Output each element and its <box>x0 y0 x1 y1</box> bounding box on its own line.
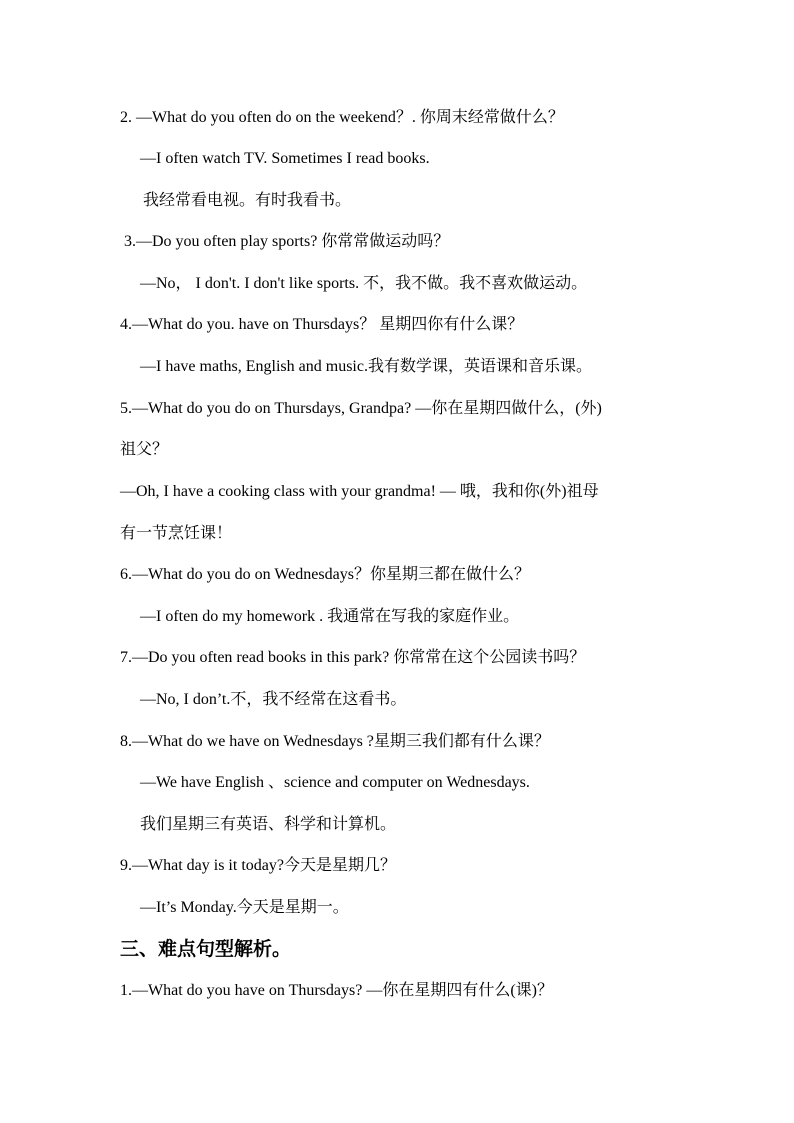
sentence-8-answer: —We have English 、science and computer on Wednesdays. <box>140 774 530 791</box>
sentence-5-answer-cont: 有一节烹饪课！ <box>120 525 233 542</box>
sentence-8-question: 8.—What do we have on Wednesdays ?星期三我们都有什么课？ <box>120 733 550 750</box>
sentence-7-answer: —No, I don’t.不，我不经常在这看书。 <box>140 691 407 708</box>
section-heading: 三、难点句型解析。 <box>120 938 292 960</box>
sentence-4-question: 4.—What do you. have on Thursdays？ 星期四你有什么课？ <box>120 316 524 333</box>
sentence-5-question-cont: 祖父？ <box>120 441 169 458</box>
sentence-6-question: 6.—What do you do on Wednesdays？你星期三都在做什么？ <box>120 566 530 583</box>
sentence-2-translation: 我经常看电视。有时我看书。 <box>143 192 352 209</box>
sentence-5-question: 5.—What do you do on Thursdays, Grandpa? —你在星期四做什么，(外) <box>120 400 602 417</box>
sentence-6-answer: —I often do my homework . 我通常在写我的家庭作业。 <box>140 608 520 625</box>
sentence-2-answer: —I often watch TV. Sometimes I read books. <box>140 150 430 167</box>
analysis-1-question: 1.—What do you have on Thursdays? —你在星期四有什么(课)？ <box>120 982 553 999</box>
sentence-9-answer: —It’s Monday.今天是星期一。 <box>140 899 349 916</box>
sentence-3-answer: —No， I don't. I don't like sports. 不，我不做。我不喜欢做运动。 <box>140 275 588 292</box>
sentence-4-answer: —I have maths, English and music.我有数学课，英语课和音乐课。 <box>140 358 592 375</box>
sentence-8-translation: 我们星期三有英语、科学和计算机。 <box>140 816 397 833</box>
sentence-2-question: 2. —What do you often do on the weekend？. 你周末经常做什么？ <box>120 109 564 126</box>
sentence-3-question: 3.—Do you often play sports? 你常常做运动吗？ <box>124 233 450 250</box>
sentence-7-question: 7.—Do you often read books in this park? 你常常在这个公园读书吗？ <box>120 649 586 666</box>
sentence-5-answer: —Oh, I have a cooking class with your grandma! — 哦，我和你(外)祖母 <box>120 483 599 500</box>
sentence-9-question: 9.—What day is it today?今天是星期几？ <box>120 857 396 874</box>
